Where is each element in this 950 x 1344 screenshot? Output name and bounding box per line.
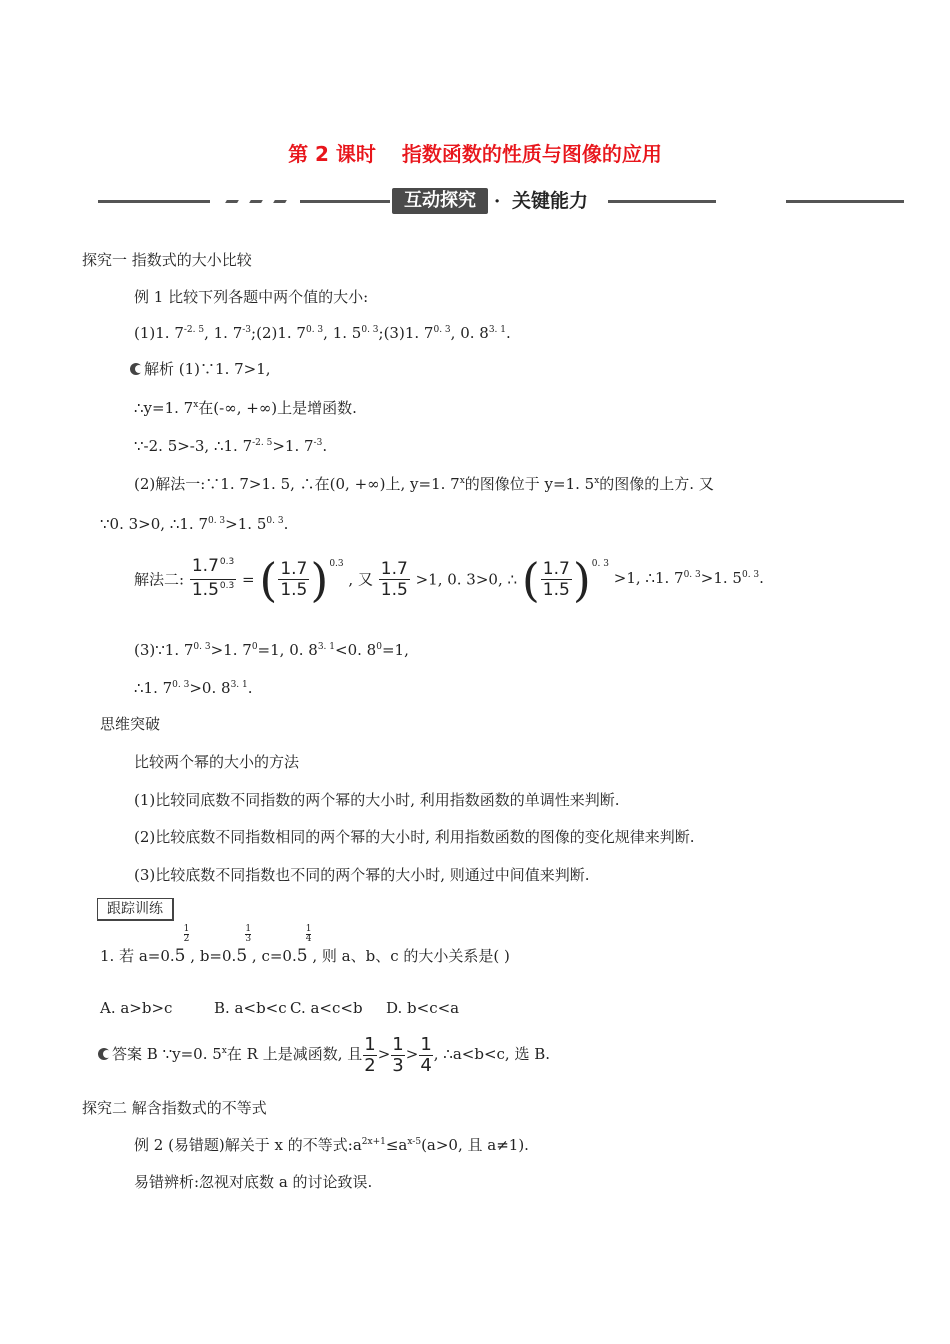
banner-dash bbox=[273, 200, 287, 203]
error-note: 易错辨析:忽视对底数 a 的讨论致误. bbox=[134, 1173, 373, 1191]
thinking-heading: 思维突破 bbox=[100, 715, 161, 733]
banner-line-right bbox=[608, 200, 716, 203]
solution-label: 解析 bbox=[144, 360, 175, 378]
banner-dot: · bbox=[494, 191, 501, 212]
thinking-point-2: (2)比较底数不同指数相同的两个幂的大小时, 利用指数函数的图像的变化规律来判断. bbox=[134, 828, 695, 846]
section2-heading: 探究二 解含指数式的不等式 bbox=[82, 1099, 267, 1117]
example-items: (1)1. $7^{-2. 5}$, 1. $7^{-3};(2)1$. $7^{0. 3}$, 1. $5^{0. 3};(3)1$. $7^{0. 3}$, 0. $8^{3. 1}$. bbox=[134, 324, 511, 342]
practice-answer: 答案 B ∵y=0. 5$^x$在 R 上是减函数, 且 $\frac{1}{2}$ > $\frac{1}{3}$ > $\frac{1}{4}$ , ∴a<b<c, 选 B. bbox=[98, 1032, 550, 1079]
banner-line-mid bbox=[300, 200, 390, 203]
example-2: 例 2 (易错题)解关于 x 的不等式$:a^{2x+1}\le a^{x-5}(a>0$, 且 a≠1). bbox=[134, 1136, 529, 1154]
power-expression: 5 1 2 bbox=[174, 924, 190, 966]
answer-label: 答案 bbox=[112, 1045, 143, 1063]
lesson-title: 指数函数的性质与图像的应用 bbox=[401, 142, 662, 166]
parenthesized-fraction: ( $\frac{1.7}{1.5}$ ) 0.3 bbox=[259, 552, 344, 607]
thinking-point-1: (1)比较同底数不同指数的两个幂的大小时, 利用指数函数的单调性来判断. bbox=[134, 791, 620, 809]
thinking-subheading: 比较两个幂的大小的方法 bbox=[134, 753, 300, 771]
solution-line-7: ∴1. $7^{0. 3}>0$. $8^{3. 1}$. bbox=[134, 679, 253, 697]
option-c: C. a<c<b bbox=[290, 999, 363, 1017]
option-b: B. a<b<c bbox=[214, 999, 287, 1017]
solution-icon bbox=[130, 363, 142, 375]
answer-icon bbox=[98, 1048, 110, 1060]
solution-line-3: ∵-2. 5>-3, ∴1. $7^{-2. 5}>1$. $7^{-3}$. bbox=[134, 437, 328, 455]
fraction: $\frac{1.7^{0.3}}{1.5^{0.3}}$ bbox=[190, 556, 236, 603]
section-heading: 探究一 指数式的大小比较 bbox=[82, 251, 252, 269]
option-d: D. b<c<a bbox=[386, 999, 460, 1017]
solution-line-6: (3)∵1. $7^{0. 3}>1$. $7^0=1$, 0. $8^{3. 1}<0$. $8^0=1$, bbox=[134, 641, 409, 659]
solution-line-5: ∵0. 3>0, ∴1. $7^{0. 3}>1$. $5^{0. 3}$. bbox=[100, 515, 289, 533]
fraction: $\frac{1.7}{1.5}$ bbox=[380, 559, 408, 600]
practice-question: 1. 若 a=0.5 1 2 , b=0.5 1 3 , c=0.5 1 4 , 则 a、b、c 的大小关系是( ) bbox=[100, 941, 510, 971]
solution-line-1: 解析 (1)∵1. 7>1, bbox=[130, 359, 271, 379]
page-title bbox=[0, 138, 950, 167]
banner-box: 互动探究 bbox=[392, 188, 488, 214]
banner-dash bbox=[249, 200, 263, 203]
fraction: $\frac{1}{2}$ bbox=[364, 1033, 376, 1076]
solution-method-2: 解法二: $\frac{1.7^{0.3}}{1.5^{0.3}}$ = ( $\frac{1.7}{1.5}$ ) 0.3 , 又 $\frac{1.7}{1.5}$ >1, 0. 3>0, ∴ ( $\frac{1.7}{1.5}$ ) 0. 3 >1, ∴1. $7^{0. 3}>1$. $5^{0. 3}$. bbox=[134, 552, 764, 607]
fraction: $\frac{1}{4}$ bbox=[420, 1033, 432, 1076]
lesson-number: 第 2 课时 bbox=[288, 142, 376, 166]
power-expression: 5 1 3 bbox=[236, 924, 252, 966]
power-expression: 5 1 4 bbox=[296, 924, 312, 966]
practice-label: 跟踪训练 bbox=[97, 898, 174, 921]
solution-line-2: ∴y=1. 7$^x$在(-∞, +∞)上是增函数. bbox=[134, 399, 357, 417]
banner-dash bbox=[225, 200, 239, 203]
solution-line-4: (2)解法一:∵1. 7>1. 5, ∴在(0, +∞)上, y=1. 7$^x$的图像位于 y=1. 5$^x$的图像的上方. 又 bbox=[134, 475, 714, 493]
banner-line-left bbox=[98, 200, 210, 203]
parenthesized-fraction: ( $\frac{1.7}{1.5}$ ) 0. 3 bbox=[521, 552, 609, 607]
option-a: A. a>b>c bbox=[100, 999, 173, 1017]
section-banner bbox=[0, 186, 950, 216]
thinking-point-3: (3)比较底数不同指数也不同的两个幂的大小时, 则通过中间值来判断. bbox=[134, 866, 590, 884]
banner-text: 关键能力 bbox=[512, 190, 589, 212]
banner-line-far-right bbox=[786, 200, 904, 203]
example-intro: 例 1 比较下列各题中两个值的大小: bbox=[134, 288, 369, 306]
fraction: $\frac{1}{3}$ bbox=[392, 1033, 404, 1076]
